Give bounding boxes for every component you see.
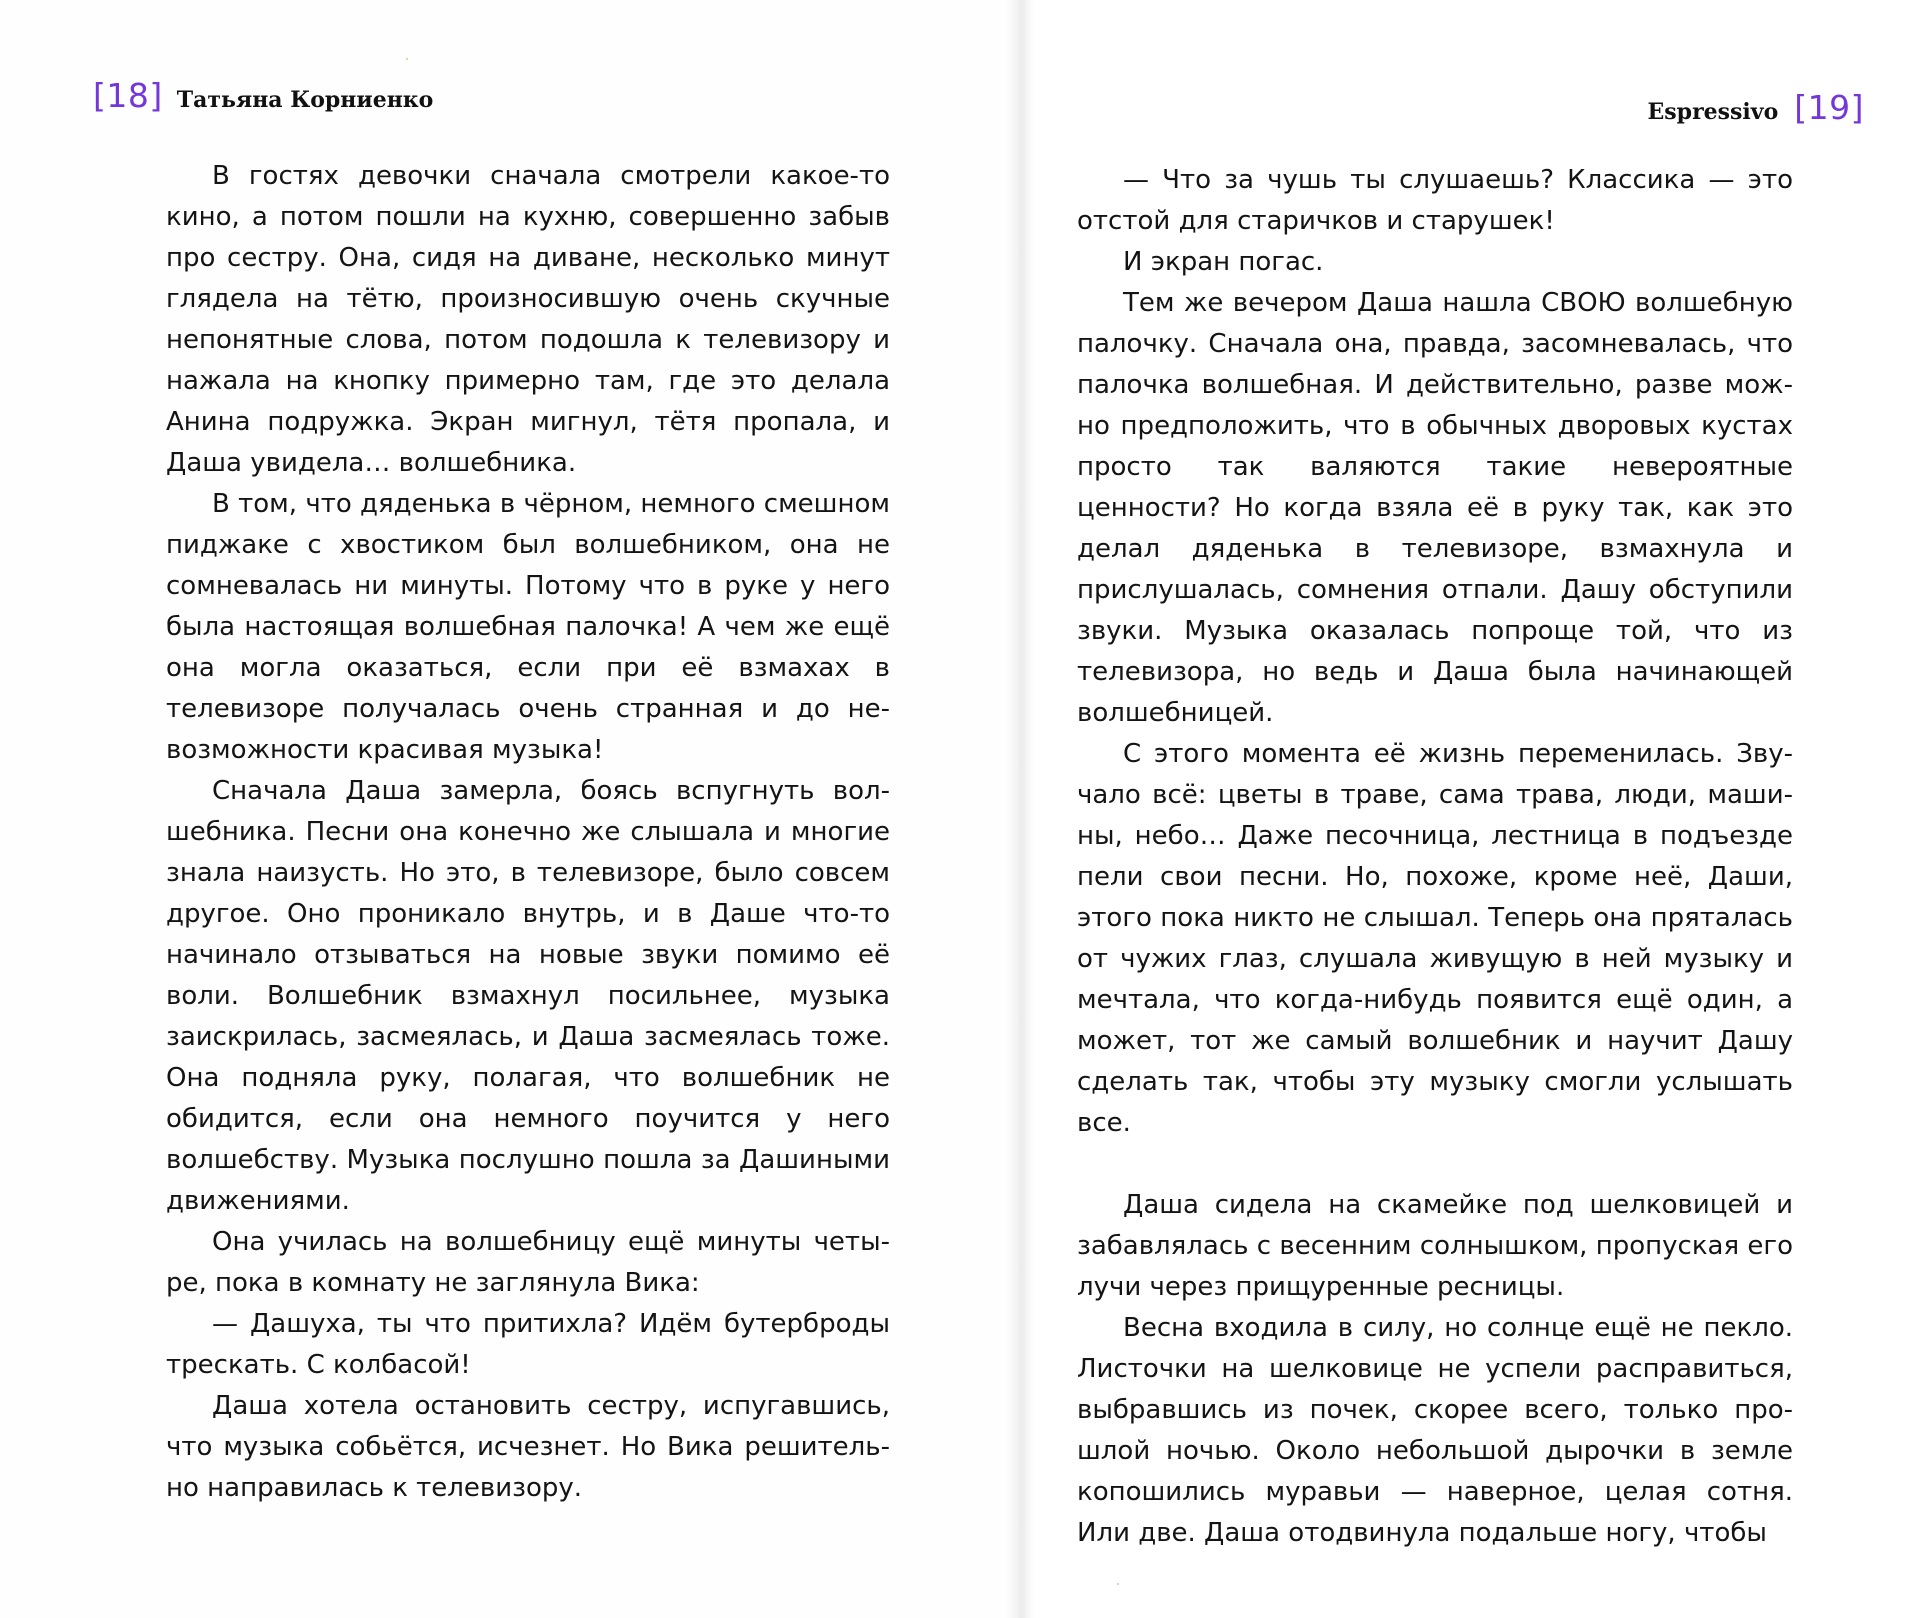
book-gutter xyxy=(1005,0,1035,1618)
left-page-body xyxy=(166,156,890,1509)
paper-speck xyxy=(1117,1583,1119,1585)
paragraph: С этого момента её жизнь переменилась. Звучало всё: цветы в траве, сама трава, люди, машины, небо… Даже песочница, лестница в подъезде пели свои песни. Но, похоже, кроме неё, Даши, этого пока никто не слышал. Теперь она пряталась от чужих глаз, слушала живущую в ней музыку и мечтала, что когда-нибудь появится ещё один, а может, тот же самый волшебник и научит Дашу сделать так, чтобы эту музыку смогли услышать все. xyxy=(1077,739,1793,1138)
paragraph: Весна входила в силу, но солнце ещё не пекло. Листочки на шелковице не успели расправиться, выбравшись из почек, скорее всего, только прошлой ночью. Около небольшой дырочки в земле копошились муравьи — наверное, целая сотня. Или две. Даша отодвинула подальше ногу, чтобы xyxy=(1077,1313,1793,1548)
right-page-number: [19] xyxy=(1794,88,1864,127)
section-break xyxy=(1077,1144,1793,1185)
paragraph: Тем же вечером Даша нашла СВОЮ волшебную палочку. Сначала она, правда, засомневалась, что палочка волшебная. И действительно, разве можно предположить, что в обычных дворовых кустах просто так валяются такие невероятные ценности? Но когда взяла её в руку так, как это делал дяденька в телевизоре, взмахнула и прислушалась, сомнения отпали. Дашу обступили звуки. Музыка оказалась попроще той, что из телевизора, но ведь и Даша была начинающей волшебницей. xyxy=(1077,288,1793,728)
paragraph: В гостях девочки сначала смотрели какое-то кино, а потом пошли на кухню, совершенно забыв про сестру. Она, сидя на диване, несколько минут глядела на тётю, произносившую очень скучные непонятные слова, потом подошла к телевизору и нажала на кнопку примерно там, где это делала Анина подружка. Экран мигнул, тётя пропала, и Даша увидела… волшебника. xyxy=(166,161,890,478)
paragraph: Она училась на волшебницу ещё минуты четыре, пока в комнату не заглянула Вика: xyxy=(166,1227,890,1298)
dialogue-paragraph: — Дашуха, ты что притихла? Идём бутерброды трескать. С колбасой! xyxy=(166,1309,890,1380)
dialogue-paragraph: — Что за чушь ты слушаешь? Классика — это отстой для старичков и старушек! xyxy=(1077,165,1793,236)
paragraph: В том, что дяденька в чёрном, немного смешном пиджаке с хвостиком был волшебником, она не сомневалась ни минуты. Потому что в руке у него была настоящая волшебная палочка! А чем же ещё она могла оказаться, если при её взмахах в телевизоре получалась очень странная и до невозможности красивая музыка! xyxy=(166,489,890,765)
paragraph: Даша хотела остановить сестру, испугавшись, что музыка собьётся, исчезнет. Но Вика решительно направилась к телевизору. xyxy=(166,1391,890,1503)
left-page-header xyxy=(93,76,433,115)
paragraph: И экран погас. xyxy=(1123,247,1324,277)
paper-speck xyxy=(406,58,408,60)
left-page-number: [18] xyxy=(93,76,163,115)
right-page-body xyxy=(1077,160,1793,1554)
right-page-header xyxy=(1648,88,1864,127)
paragraph: Сначала Даша замерла, боясь вспугнуть волшебника. Песни она конечно же слышала и многие знала наизусть. Но это, в телевизоре, было совсем другое. Оно проникало внутрь, и в Даше что-то начинало отзываться на новые звуки помимо её воли. Волшебник взмахнул посильнее, музыка заискрилась, засмеялась, и Даша засмеялась тоже. Она подняла руку, полагая, что волшебник не обидится, если она немного поучится у него волшебству. Музыка послушно пошла за Дашиными движениями. xyxy=(166,776,890,1216)
left-running-head: Татьяна Корниенко xyxy=(176,87,434,113)
right-running-head: Espressivo xyxy=(1647,99,1779,125)
paragraph: Даша сидела на скамейке под шелковицей и забавлялась с весенним солнышком, пропуская его лучи через прищуренные ресницы. xyxy=(1077,1190,1793,1302)
